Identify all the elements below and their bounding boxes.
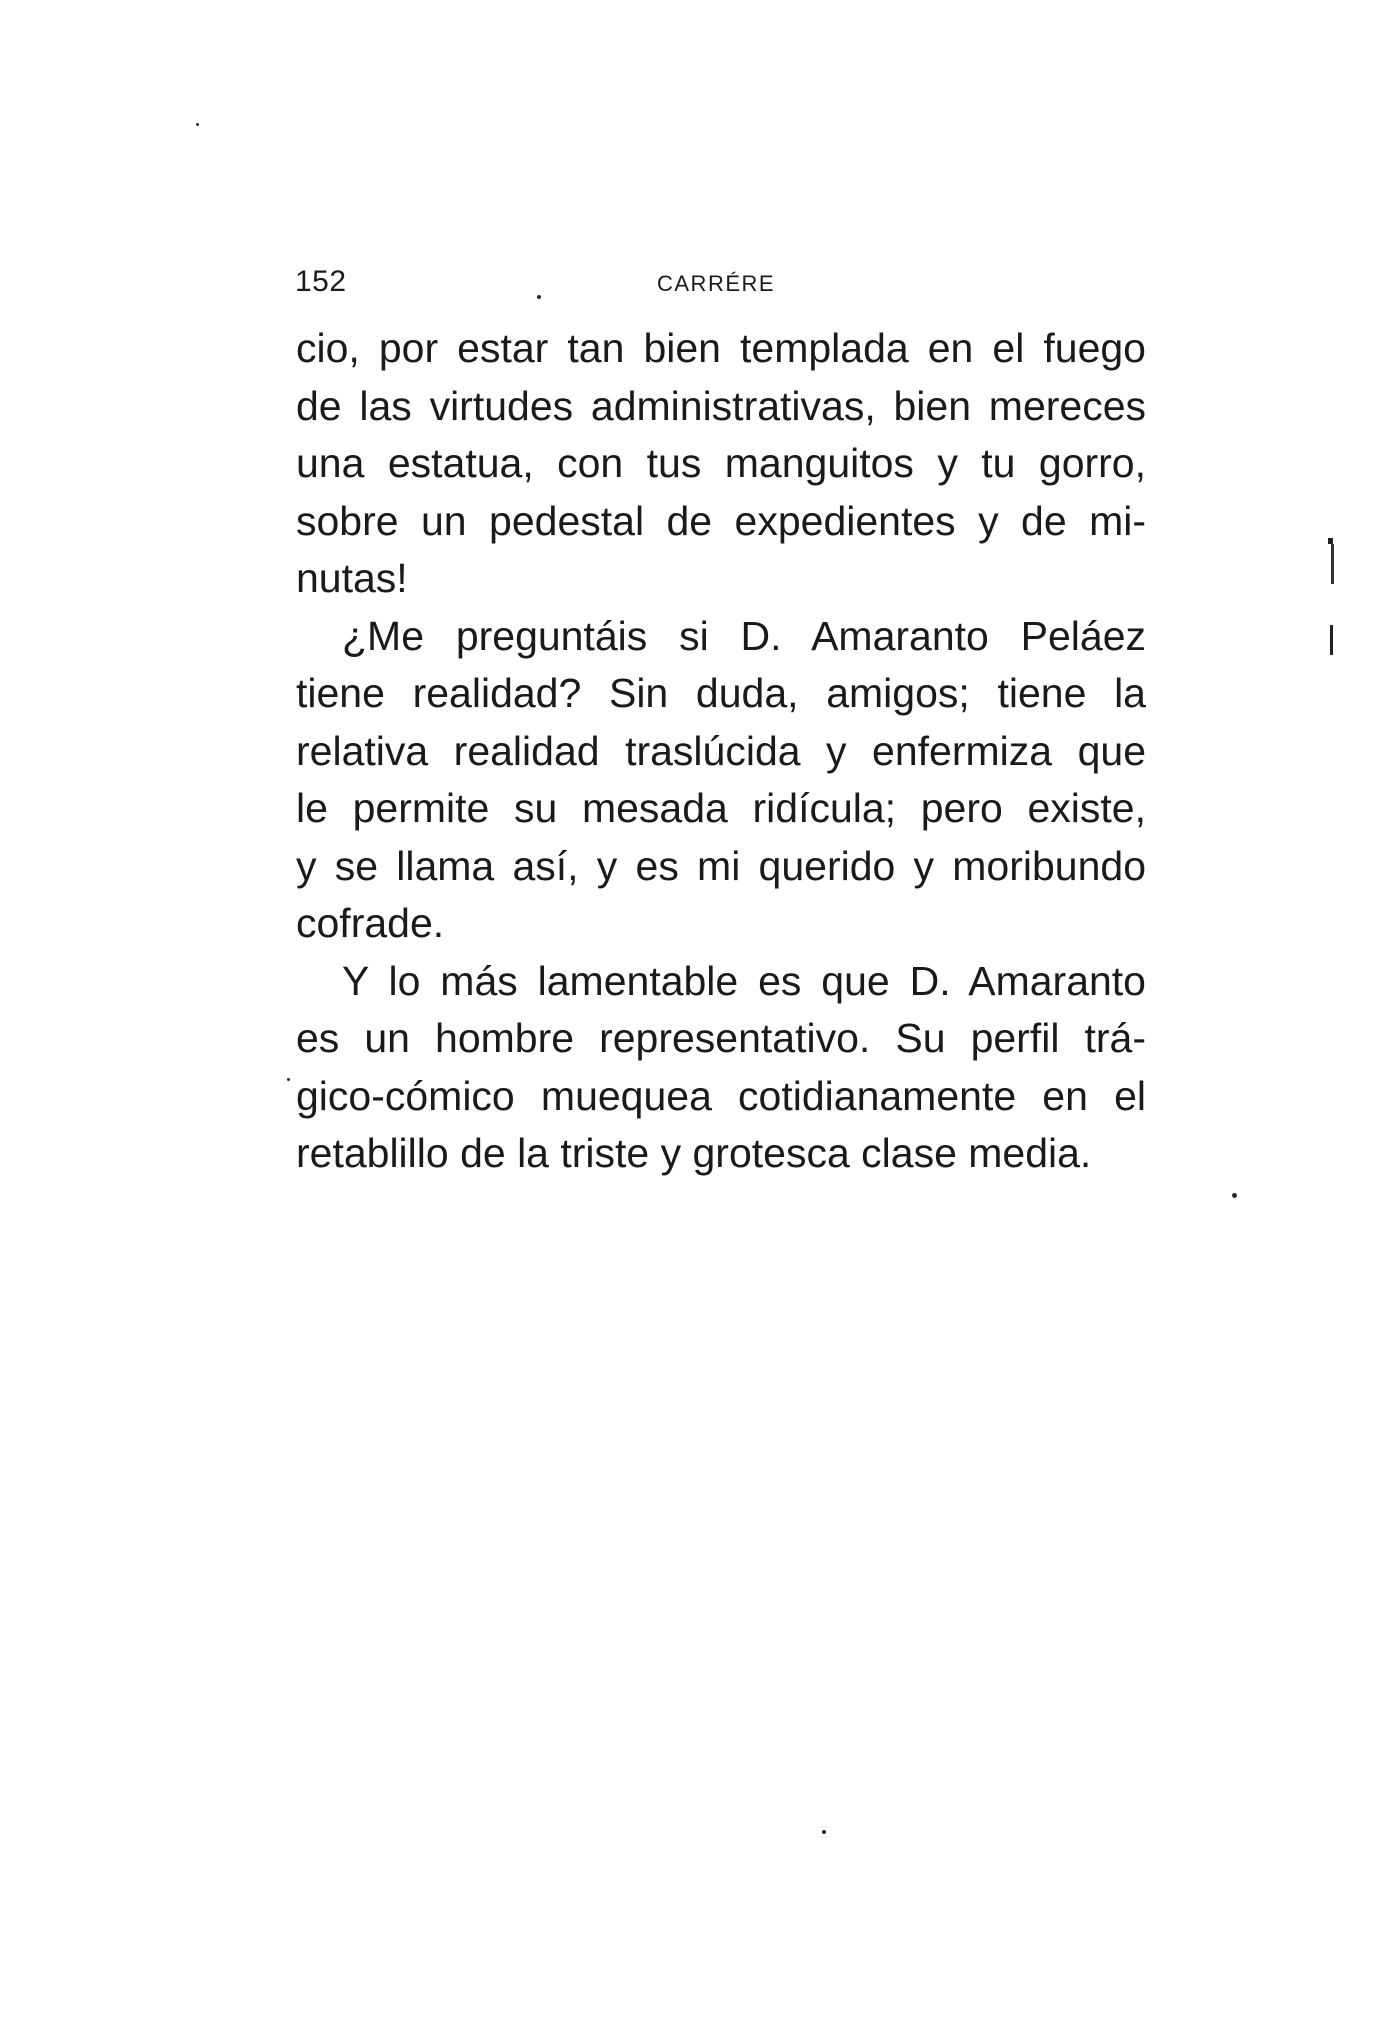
- text-line: gico-cómico muequea cotidianamente en el: [296, 1072, 1146, 1119]
- scan-speck: [287, 1078, 290, 1081]
- text-line: le permite su mesada ridícula; pero existe,: [296, 785, 1146, 831]
- body-text: [296, 320, 1146, 1183]
- text-line: ¿Me preguntáis si D. Amaranto Peláez: [342, 612, 1146, 659]
- text-line: una estatua, con tus manguitos y tu gorro,: [296, 440, 1146, 486]
- running-head: [295, 262, 1145, 302]
- text-line: sobre un pedestal de expedientes y de mi-: [296, 497, 1146, 544]
- page-number: 152: [295, 265, 347, 298]
- text-line: tiene realidad? Sin duda, amigos; tiene la: [296, 670, 1146, 716]
- text-line: de las virtudes administrativas, bien mereces: [296, 382, 1146, 429]
- text-line: cio, por estar tan bien templada en el fuego: [296, 325, 1146, 371]
- text-line: nutas!: [296, 555, 408, 601]
- text-line: es un hombre representativo. Su perfil trá-: [296, 1015, 1146, 1061]
- scan-speck: [1232, 1193, 1237, 1198]
- scan-edge-mark: [1326, 530, 1336, 660]
- running-title: CARRÉRE: [657, 271, 776, 296]
- text-line: cofrade.: [296, 900, 445, 946]
- text-line: Y lo más lamentable es que D. Amaranto: [342, 957, 1146, 1004]
- text-line: y se llama así, y es mi querido y moribundo: [296, 842, 1146, 889]
- text-line: relativa realidad traslúcida y enfermiza que: [296, 727, 1146, 774]
- text-line: retablillo de la triste y grotesca clase media.: [296, 1130, 1092, 1176]
- scan-speck: [537, 295, 541, 299]
- scan-speck: [822, 1830, 826, 1834]
- scan-speck: [196, 123, 199, 126]
